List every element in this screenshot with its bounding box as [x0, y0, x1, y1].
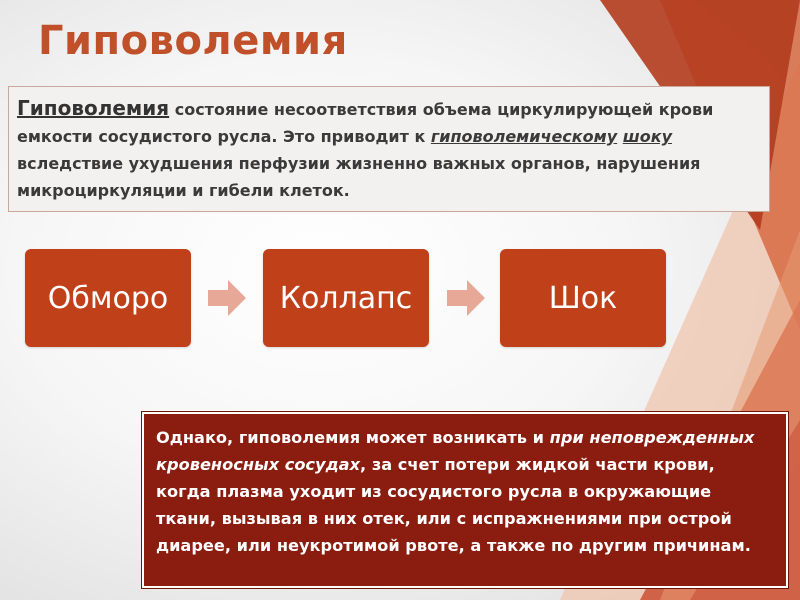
- note-text-part2: , за счет потери жидкой части крови, когда плазма уходит из сосудистого русла в окружающие ткани, вызывая в них отек, или с испражнениями при острой диарее, или неукротимой рвоте, а также по другим причинам.: [156, 455, 751, 555]
- note-text-italic: при неповрежденных кровеносных сосудах: [156, 428, 755, 474]
- definition-box: [8, 86, 770, 212]
- page-title: Гиповолемия: [38, 18, 348, 64]
- flow-step-shock: Шок: [500, 249, 666, 347]
- flow-step-collapse: Коллапс: [263, 249, 429, 347]
- arrow-right-icon: [208, 280, 246, 316]
- note-box: [142, 412, 788, 588]
- definition-link-line1[interactable]: гиповолемическому: [430, 127, 618, 146]
- definition-text-part1: состояние несоответствия объема циркулирующей крови емкости сосудистого русла. Это приводит к: [17, 100, 714, 146]
- arrow-right-icon: [447, 280, 485, 316]
- flow-step-syncope: Обморо: [25, 249, 191, 347]
- definition-term: Гиповолемия: [17, 96, 170, 120]
- definition-link-line2[interactable]: шоку: [622, 127, 673, 146]
- definition-text-part2: вследствие ухудшения перфузии жизненно важных органов, нарушения микроциркуляции и гибели клеток.: [17, 154, 701, 200]
- note-text-part1: Однако, гиповолемия может возникать и: [156, 428, 550, 447]
